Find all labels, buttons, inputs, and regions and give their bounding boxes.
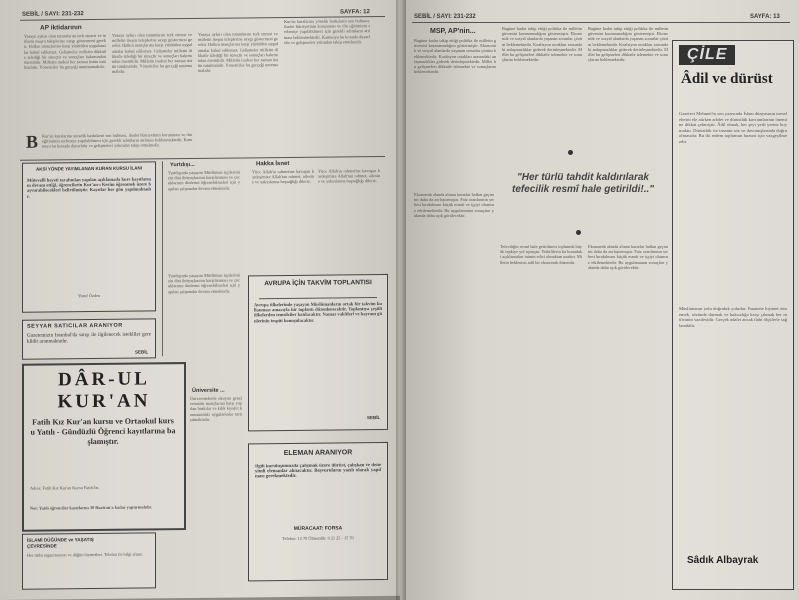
right-page-number: SAYFA: 13 — [750, 14, 780, 20]
msp-title: MSP, AP'nin... — [430, 28, 476, 35]
dugun-title: İSLAMİ DÜĞÜNDE ve YAŞATIŞ ÇEVRESİNDE — [27, 537, 94, 549]
eleman-title: ELEMAN ARANIYOR — [283, 449, 353, 458]
right-page — [400, 0, 799, 600]
cile-column — [672, 40, 794, 590]
avrupa-title: AVRUPA İÇİN TAKVİM TOPLANTISI — [264, 279, 372, 288]
column-a-body: Ekonomik alanda alınan kararlar halkın geçimini daha da zorlaştırmıştır. Faiz oranlarının serbest bırakılması küçük esnafı ve işçiyi olumsuz etkilemektedir. Bu uygulamanın sonuçları yakında daha açık görülecektir. — [414, 192, 494, 218]
avrupa-body: Avrupa ülkelerinde yaşayan Müslümanların ortak bir takvim kullanması amacıyla bir toplantı düzenlenecektir. Toplantıya çeşitli ülkelerden temsilciler katılacaktır. Namaz vakitleri ve bayram günlerinin tespiti konuşulacaktır. — [254, 300, 382, 323]
msp-body: Bugüne kadar takip ettiği politika ile milletin güvenini kazanamadığını göstermiştir. Ekonomik ve sosyal alanlarda yaşanan sorunlar çözüm beklemektedir. Koalisyon ortakları arasındaki anlaşmazlıklar giderek derinleşmektedir. Millet bu gelişmeleri dikkatle izlemekte ve sonuçlarını beklemektedir. — [414, 38, 496, 75]
eleman-contact-title: MÜRACAAT: FORSA — [293, 525, 343, 532]
notice-signature: Yusuf Özden — [77, 292, 101, 299]
article1-body: Yasaya aykırı olan tutumlarını terk etmesi ve milletin meşru taleplerine saygı göstermesi gerekir. Halkın inançlarına karşı yürütülen uygulamalar kabul edilemez. Gelişmeler milletin dikkatle izlediği bir süreçtir ve sonuçları bakımından önemlidir. Milletin iradesi her zaman üstün tutulmalıdır. Yöneticiler bu gerçeği unutmamalıdır. — [24, 32, 106, 70]
avrupa-takvim-box — [248, 274, 388, 431]
darul-description: Fatih Kız Kur'an kursu ve Ortaokul kursu Yatılı - Gündüzlü Öğrenci kayıtlarına başlamıştır. — [30, 416, 176, 447]
darul-address: Adres: Fatih Kız Kur'an Kursu Fatih-İst. — [30, 484, 100, 491]
yurtdisi-title: Yurtdışı... — [170, 161, 195, 169]
article1-body-col2: Yasaya aykırı olan tutumlarını terk etmesi ve milletin meşru taleplerine saygı göstermesi gerekir. Halkın inançlarına karşı yürütülen uygulamalar kabul edilemez. Gelişmeler milletin dikkatle izlediği bir süreçtir ve sonuçları bakımından önemlidir. Milletin iradesi her zaman üstün tutulmalıdır. Yöneticiler bu gerçeği unutmamalıdır. — [112, 31, 192, 75]
yurtdisi-body-2: Yurtdışında yaşayan Müslüman işçilerimizin dini ihtiyaçlarının karşılanması ve çocuklarının dinlerini öğrenebilmeleri için yapılan çalışmalar devam etmektedir. — [168, 272, 240, 294]
msp-body-col3: Bugüne kadar takip ettiği politika ile milletin güvenini kazanamadığını göstermiştir. Ekonomik ve sosyal alanlarda yaşanan sorunlar çözüm beklemektedir. Koalisyon ortakları arasındaki anlaşmazlıklar giderek derinleşmektedir. Millet bu gelişmeleri dikkatle izlemekte ve sonuçlarını beklemektedir. — [588, 26, 668, 63]
darul-title-line1: DÂR-UL — [58, 368, 150, 391]
article2-intro: Kur'an kurslarına yönelik baskıların son bulması, ibadet hürriyetinin korunması ve din eğitiminin serbestçe yapılabilmesi için gerekli adımların atılması beklenmektedir. Kamuoyu bu konuda duyarlıdır ve gelişmeleri yakından takip etmektedir. — [42, 131, 192, 149]
darul-note: Not: Yatılı öğrenciler kayıtlarını 30 Haziran'a kadar yaptırmalıdır. — [30, 504, 153, 511]
adil-body: Gazeteci Mehmet'in son yazısında İslam dünyasının meselelerini ele alırken adalet ve dürüstlük kavramlarının önemine dikkat çekmiştir. Âdil olmak, her şeyi yerli yerine koymaktır. Dürüstlük ise insanın söz ve davranışlarında doğru olmasıdır. Bu iki erdem toplumun huzuru için vazgeçilmezdir. — [679, 111, 787, 144]
column-rule — [162, 161, 163, 356]
kuran-kursu-notice — [22, 161, 156, 312]
notice-title: AKSİ YÖNDE YAYIMLANAN KURAN KURSU İLANI — [35, 165, 142, 172]
avrupa-sign: SEBİL — [367, 415, 381, 421]
seyyar-box — [22, 318, 156, 359]
pull-quote: "Her türlü tahdit kaldırılarak tefecilik resmî hale getirildi!.." — [511, 172, 654, 195]
cile-logo: ÇİLE — [679, 45, 735, 65]
article2-body: Kur'an kurslarına yönelik baskıların son bulması, ibadet hürriyetinin korunması ve din eğitiminin serbestçe yapılabilmesi için gerekli adımların atılması beklenmektedir. Kamuoyu bu konuda duyarlıdır ve gelişmeleri yakından takip etmektedir. — [284, 18, 370, 45]
eleman-araniyor-box — [248, 442, 388, 581]
eleman-body: İlgili kuruluşumuzda çalışmak üzere dürüst, çalışkan ve deneyimli elemanlar alınacaktır. Başvuruların yazılı olarak yapılması gerekmektedir. — [255, 463, 381, 480]
right-page-header-issue: SEBİL / SAYI: 231-232 — [414, 14, 476, 20]
yurtdisi-body: Yurtdışında yaşayan Müslüman işçilerimizin dini ihtiyaçlarının karşılanması ve çocuklarının dinlerini öğrenebilmeleri için yapılan çalışmalar devam etmektedir. — [168, 169, 240, 191]
adil-body-2: Müslümanın yolu doğruluk yoludur. Emanete hıyanet etmemek, sözünde durmak ve haksızlığa karşı çıkmak her mü'minin vazifesidir. Gerçek adalet ancak ilahi ölçülerle sağlanabilir. — [679, 306, 787, 328]
avrupa-title-rule — [259, 297, 377, 299]
notice-body: Mütevelli heyeti tarafından yapılan açıklamada kurs kayıtlarının devam ettiği, öğrencilerin Kur'an-ı Kerim öğrenmek üzere başvurabilecekleri belirtilmiştir. Kayıtlar her gün yapılmaktadır. — [27, 176, 151, 199]
darul-title-line2: KUR'AN — [57, 390, 151, 413]
seyyar-sign: SEBİL — [135, 349, 149, 355]
article-dropcap: B — [26, 131, 39, 152]
article1-body-col3: Yasaya aykırı olan tutumlarını terk etmesi ve milletin meşru taleplerine saygı göstermesi gerekir. Halkın inançlarına karşı yürütülen uygulamalar kabul edilemez. Gelişmeler milletin dikkatle izlediği bir süreçtir ve sonuçları bakımından önemlidir. Milletin iradesi her zaman üstün tutulmalıdır. Yöneticiler bu gerçeği unutmamalıdır. — [198, 31, 278, 74]
hakka-title: Hakka İsnet — [256, 160, 290, 168]
hakka-body: Yüce Allah'ın rahmetine kavuşan kardeşimize Allah'tan rahmet, ailesine ve yakınlarına başsağlığı dileriz. — [252, 168, 314, 185]
universite-body: Üniversitelerde okuyan gençlerimizin inançlarına karşı yapılan baskılar ve kılık kıyafet konusundaki uygulamalar tartışılmaktadır. — [190, 395, 242, 422]
adil-title: Âdil ve dürüst — [681, 71, 773, 87]
seyyar-title: SEYYAR SATICILAR ARANIYOR — [27, 322, 123, 330]
article1-title: AP iktidarının — [40, 24, 82, 32]
msp-body-col2: Bugüne kadar takip ettiği politika ile milletin güvenini kazanamadığını göstermiştir. Ekonomik ve sosyal alanlarda yaşanan sorunlar çözüm beklemektedir. Koalisyon ortakları arasındaki anlaşmazlıklar giderek derinleşmektedir. Millet bu gelişmeleri dikkatle izlemekte ve sonuçlarını beklemektedir. — [502, 26, 582, 63]
bullet-dot-2 — [576, 230, 581, 235]
seyyar-body: Gazetemizin İstanbul'da satışı ile ilgilenecek istekliler gereklidir aranmaktadır. — [27, 331, 151, 345]
column-b-body: Tefeciliğin resmî hale getirilmesi toplumda büyük tepkiye yol açmıştır. Yetkililerin bu konudaki açıklamaları tatmin edici olmaktan uzaktır. Milletin beklentisi adil bir ekonomik düzendir. — [500, 244, 582, 265]
author-signature: Sâdık Albayrak — [687, 555, 759, 566]
dugun-body: Her türlü organizasyon ve düğün hizmetleri. Telefon ile bilgi alınız. — [27, 551, 144, 558]
universite-title: Üniversite ... — [192, 387, 225, 394]
book-spine-shadow — [396, 0, 406, 600]
section-rule — [20, 156, 385, 161]
hakka-body-col2: Yüce Allah'ın rahmetine kavuşan kardeşimize Allah'tan rahmet, ailesine ve yakınlarına başsağlığı dileriz. — [318, 168, 380, 185]
column-c-body: Ekonomik alanda alınan kararlar halkın geçimini daha da zorlaştırmıştır. Faiz oranlarının serbest bırakılması küçük esnafı ve işçiyi olumsuz etkilemektedir. Bu uygulamanın sonuçları yakında daha açık görülecektir. — [588, 244, 668, 270]
left-page-number: SAYFA: 12 — [340, 9, 370, 16]
left-page-header-issue: SEBİL / SAYI: 231-232 — [22, 11, 84, 18]
bullet-dot — [568, 150, 573, 155]
right-header-rule — [412, 22, 790, 23]
darul-kuran-ad — [22, 362, 186, 532]
dugun-box — [22, 532, 156, 589]
eleman-contact: Telefon: 12 70 Ölmezdik: 0 21 25 - 15 70 — [282, 535, 354, 542]
